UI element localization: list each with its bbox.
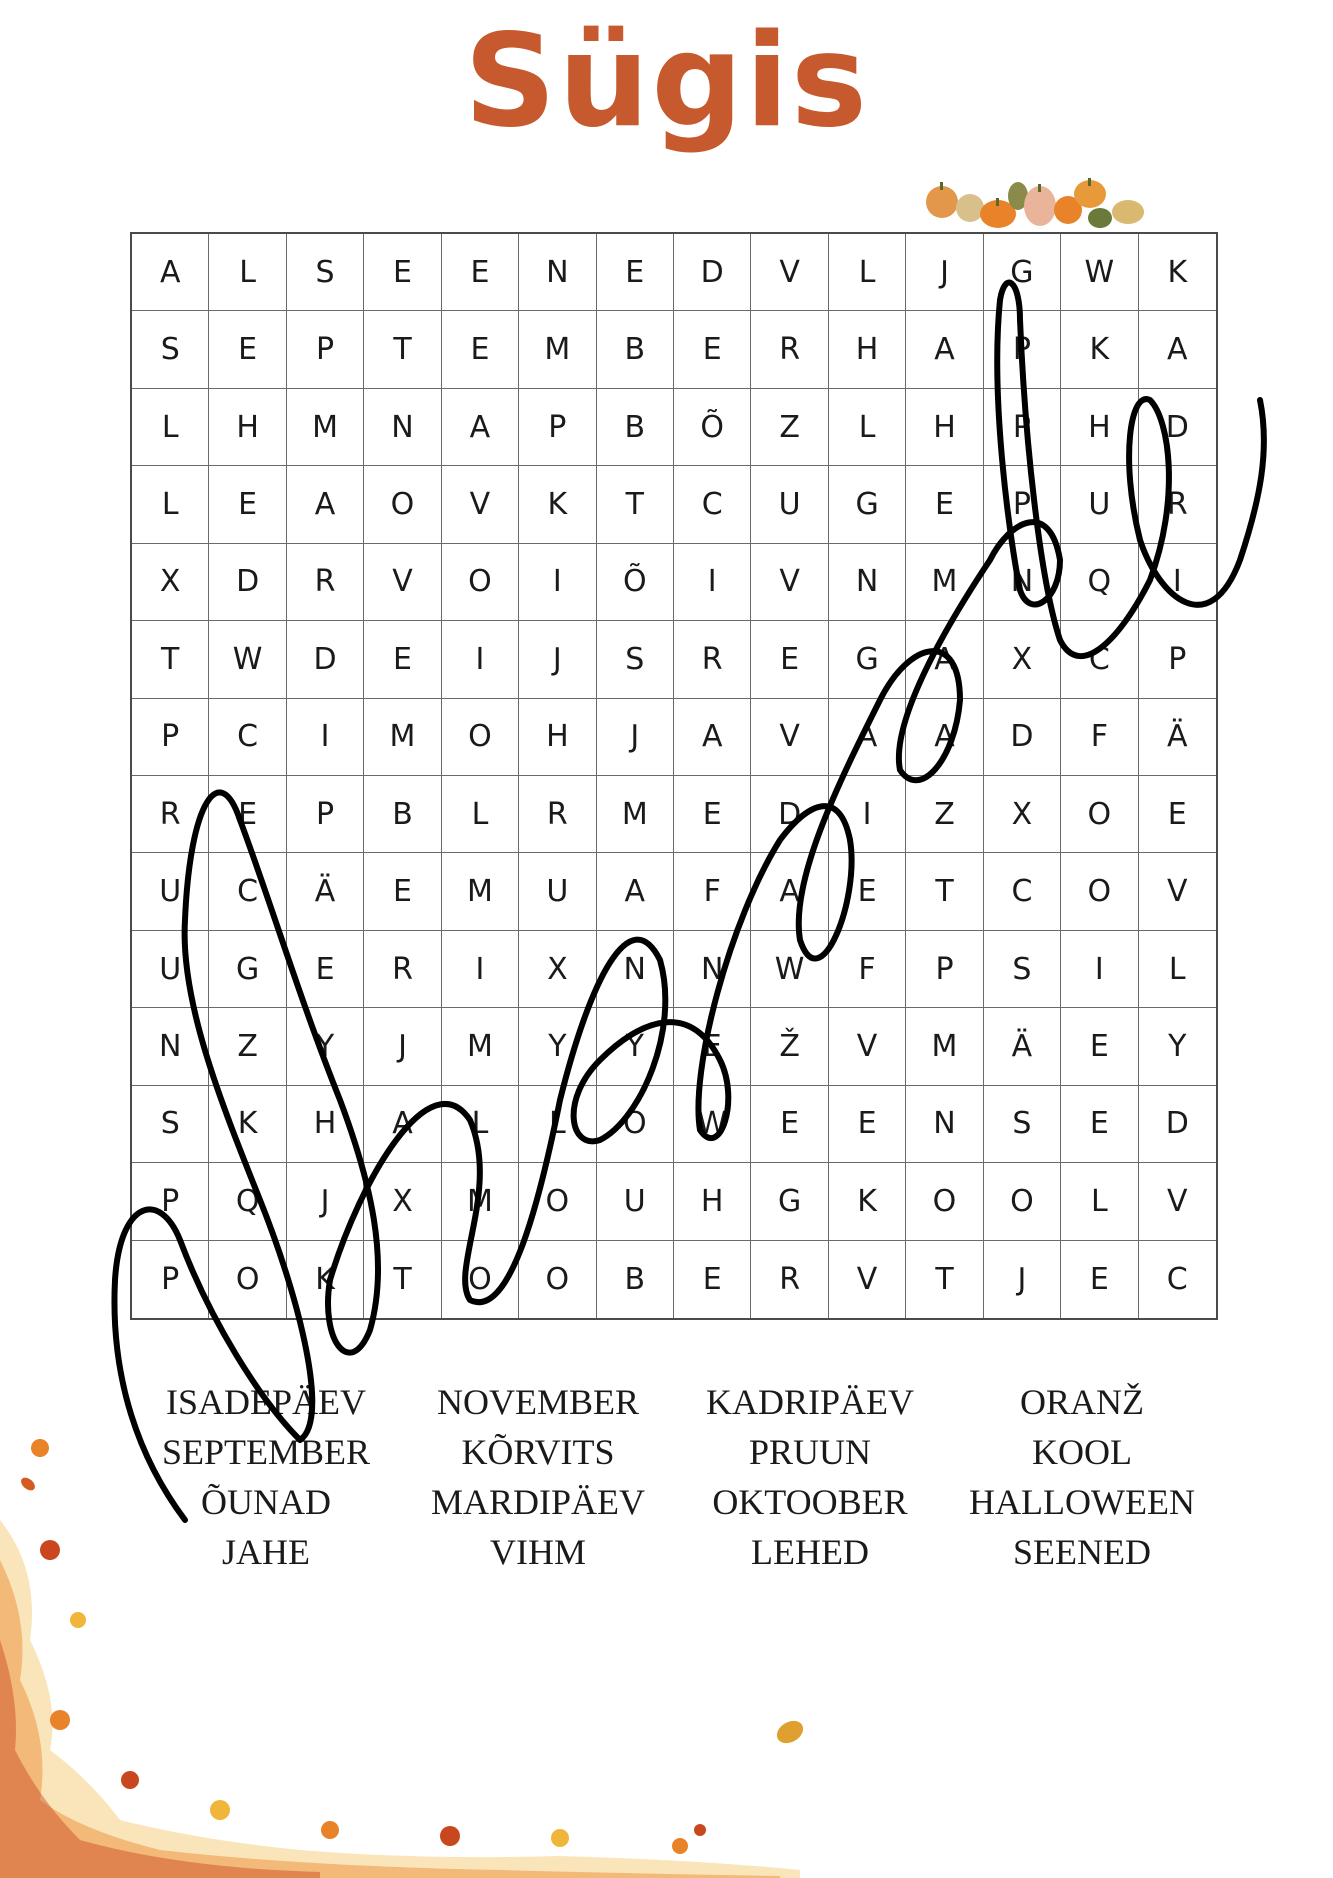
grid-cell[interactable]: G: [829, 621, 906, 698]
grid-cell[interactable]: N: [597, 931, 674, 1008]
grid-cell[interactable]: D: [1139, 389, 1216, 466]
grid-cell[interactable]: P: [287, 311, 364, 388]
grid-cell[interactable]: E: [364, 621, 441, 698]
grid-cell[interactable]: E: [751, 1086, 828, 1163]
grid-cell[interactable]: L: [132, 466, 209, 543]
grid-cell[interactable]: X: [984, 621, 1061, 698]
word-list-item: ÕUNAD: [201, 1482, 331, 1522]
grid-cell[interactable]: B: [597, 1241, 674, 1318]
grid-cell[interactable]: Ä: [1139, 699, 1216, 776]
grid-cell[interactable]: J: [364, 1008, 441, 1085]
grid-cell[interactable]: T: [364, 311, 441, 388]
grid-cell[interactable]: P: [1139, 621, 1216, 698]
grid-cell[interactable]: E: [674, 776, 751, 853]
grid-cell[interactable]: L: [442, 776, 519, 853]
grid-cell[interactable]: F: [1061, 699, 1138, 776]
grid-cell[interactable]: H: [906, 389, 983, 466]
grid-cell[interactable]: P: [132, 699, 209, 776]
grid-cell[interactable]: R: [1139, 466, 1216, 543]
word-list-item: KOOL: [1032, 1432, 1132, 1472]
word-list-item: VIHM: [490, 1532, 586, 1572]
word-search-grid[interactable]: [130, 232, 1218, 1320]
word-list-item: KÕRVITS: [461, 1432, 615, 1472]
grid-cell[interactable]: O: [1061, 776, 1138, 853]
grid-cell[interactable]: D: [209, 544, 286, 621]
grid-cell[interactable]: R: [287, 544, 364, 621]
grid-cell[interactable]: L: [209, 234, 286, 311]
grid-cell[interactable]: Ä: [287, 853, 364, 930]
grid-cell[interactable]: U: [597, 1163, 674, 1240]
page-title: Sügis: [464, 7, 869, 156]
word-list-item: ISADEPÄEV: [165, 1382, 366, 1422]
word-list-item: KADRIPÄEV: [705, 1382, 914, 1422]
grid-cell[interactable]: O: [597, 1086, 674, 1163]
grid-cell[interactable]: F: [674, 853, 751, 930]
grid-cell[interactable]: I: [829, 776, 906, 853]
grid-cell[interactable]: B: [364, 776, 441, 853]
grid-cell[interactable]: Ž: [751, 1008, 828, 1085]
grid-cell[interactable]: U: [519, 853, 596, 930]
grid-cell[interactable]: H: [674, 1163, 751, 1240]
grid-cell[interactable]: A: [906, 621, 983, 698]
grid-cell[interactable]: M: [442, 1008, 519, 1085]
grid-cell[interactable]: E: [906, 466, 983, 543]
grid-cell[interactable]: P: [132, 1241, 209, 1318]
grid-cell[interactable]: L: [132, 389, 209, 466]
grid-cell[interactable]: I: [1061, 931, 1138, 1008]
grid-cell[interactable]: P: [984, 389, 1061, 466]
grid-cell[interactable]: Q: [209, 1163, 286, 1240]
grid-cell[interactable]: E: [287, 931, 364, 1008]
grid-cell[interactable]: T: [906, 853, 983, 930]
grid-cell[interactable]: B: [597, 389, 674, 466]
grid-cell[interactable]: C: [209, 699, 286, 776]
autumn-leaves-illustration: [0, 1420, 820, 1878]
word-list-item: SEENED: [1013, 1532, 1151, 1572]
grid-cell[interactable]: S: [132, 311, 209, 388]
grid-cell[interactable]: P: [287, 776, 364, 853]
grid-cell[interactable]: E: [597, 234, 674, 311]
grid-cell[interactable]: I: [519, 544, 596, 621]
grid-cell[interactable]: U: [1061, 466, 1138, 543]
word-list-item: LEHED: [751, 1532, 869, 1572]
grid-cell[interactable]: A: [287, 466, 364, 543]
grid-cell[interactable]: A: [906, 699, 983, 776]
grid-cell[interactable]: G: [751, 1163, 828, 1240]
grid-cell[interactable]: K: [287, 1241, 364, 1318]
grid-cell[interactable]: E: [1061, 1086, 1138, 1163]
grid-cell[interactable]: O: [442, 544, 519, 621]
grid-cell[interactable]: R: [674, 621, 751, 698]
grid-cell[interactable]: S: [984, 1086, 1061, 1163]
grid-cell[interactable]: O: [364, 466, 441, 543]
grid-cell[interactable]: Õ: [674, 389, 751, 466]
grid-cell[interactable]: V: [751, 234, 828, 311]
grid-cell[interactable]: M: [442, 853, 519, 930]
grid-cell[interactable]: I: [442, 931, 519, 1008]
grid-cell[interactable]: R: [132, 776, 209, 853]
word-list-item: JAHE: [222, 1532, 310, 1572]
grid-cell[interactable]: P: [519, 389, 596, 466]
grid-cell[interactable]: J: [984, 1241, 1061, 1318]
grid-cell[interactable]: T: [906, 1241, 983, 1318]
grid-cell[interactable]: R: [364, 931, 441, 1008]
grid-cell[interactable]: M: [906, 1008, 983, 1085]
grid-cell[interactable]: Z: [906, 776, 983, 853]
grid-cell[interactable]: N: [829, 544, 906, 621]
grid-cell[interactable]: V: [751, 699, 828, 776]
grid-cell[interactable]: A: [906, 311, 983, 388]
pumpkin-icon: [926, 178, 1144, 228]
grid-cell[interactable]: V: [829, 1008, 906, 1085]
grid-cell[interactable]: E: [1139, 776, 1216, 853]
grid-cell[interactable]: X: [364, 1163, 441, 1240]
grid-cell[interactable]: V: [364, 544, 441, 621]
grid-cell[interactable]: T: [364, 1241, 441, 1318]
grid-cell[interactable]: M: [364, 699, 441, 776]
grid-cell[interactable]: S: [984, 931, 1061, 1008]
grid-cell[interactable]: K: [209, 1086, 286, 1163]
grid-cell[interactable]: C: [1061, 621, 1138, 698]
grid-cell[interactable]: A: [1139, 311, 1216, 388]
grid-cell[interactable]: U: [132, 931, 209, 1008]
grid-cell[interactable]: D: [984, 699, 1061, 776]
grid-cell[interactable]: V: [751, 544, 828, 621]
grid-cell[interactable]: V: [1139, 1163, 1216, 1240]
grid-cell[interactable]: P: [132, 1163, 209, 1240]
grid-cell[interactable]: I: [674, 544, 751, 621]
grid-cell[interactable]: N: [906, 1086, 983, 1163]
grid-cell[interactable]: V: [1139, 853, 1216, 930]
grid-cell[interactable]: S: [287, 234, 364, 311]
grid-cell[interactable]: Y: [287, 1008, 364, 1085]
grid-cell[interactable]: F: [829, 931, 906, 1008]
grid-cell[interactable]: P: [984, 311, 1061, 388]
grid-cell[interactable]: O: [1061, 853, 1138, 930]
grid-cell[interactable]: M: [597, 776, 674, 853]
grid-cell[interactable]: T: [132, 621, 209, 698]
grid-cell[interactable]: H: [209, 389, 286, 466]
grid-cell[interactable]: D: [287, 621, 364, 698]
grid-cell[interactable]: N: [674, 931, 751, 1008]
grid-cell[interactable]: U: [751, 466, 828, 543]
grid-cell[interactable]: E: [364, 234, 441, 311]
grid-cell[interactable]: E: [442, 234, 519, 311]
grid-cell[interactable]: Z: [209, 1008, 286, 1085]
grid-cell[interactable]: Y: [519, 1008, 596, 1085]
grid-cell[interactable]: H: [829, 311, 906, 388]
grid-cell[interactable]: L: [829, 234, 906, 311]
grid-cell[interactable]: M: [287, 389, 364, 466]
grid-cell[interactable]: J: [597, 699, 674, 776]
grid-cell[interactable]: X: [984, 776, 1061, 853]
grid-cell[interactable]: L: [1061, 1163, 1138, 1240]
grid-cell[interactable]: K: [829, 1163, 906, 1240]
grid-cell[interactable]: C: [984, 853, 1061, 930]
grid-cell[interactable]: O: [442, 699, 519, 776]
grid-cell[interactable]: X: [519, 931, 596, 1008]
grid-cell[interactable]: Z: [751, 389, 828, 466]
grid-cell[interactable]: E: [442, 311, 519, 388]
grid-cell[interactable]: L: [442, 1086, 519, 1163]
pumpkins-illustration: [922, 160, 1162, 232]
grid-cell[interactable]: N: [519, 234, 596, 311]
grid-cell[interactable]: E: [829, 1086, 906, 1163]
grid-cell[interactable]: E: [209, 311, 286, 388]
grid-cell[interactable]: O: [519, 1163, 596, 1240]
grid-cell[interactable]: A: [597, 853, 674, 930]
word-list-item: ORANŽ: [1020, 1382, 1144, 1422]
grid-cell[interactable]: Y: [1139, 1008, 1216, 1085]
grid-cell[interactable]: E: [751, 621, 828, 698]
grid-cell[interactable]: A: [132, 234, 209, 311]
word-list-item: SEPTEMBER: [161, 1432, 371, 1472]
grid-cell[interactable]: A: [751, 853, 828, 930]
word-list-item: MARDIPÄEV: [430, 1482, 645, 1522]
word-list-item: PRUUN: [748, 1432, 872, 1472]
grid-cell[interactable]: G: [829, 466, 906, 543]
grid-cell[interactable]: E: [674, 311, 751, 388]
grid-cell[interactable]: L: [519, 1086, 596, 1163]
grid-cell[interactable]: V: [442, 466, 519, 543]
grid-cell[interactable]: L: [1139, 931, 1216, 1008]
grid-cell[interactable]: G: [209, 931, 286, 1008]
grid-cell[interactable]: E: [1061, 1008, 1138, 1085]
leaf-icon: [0, 1439, 807, 1878]
grid-cell[interactable]: O: [906, 1163, 983, 1240]
grid-cell[interactable]: C: [674, 466, 751, 543]
grid-cell[interactable]: E: [829, 853, 906, 930]
grid-cell[interactable]: U: [132, 853, 209, 930]
grid-cell[interactable]: S: [132, 1086, 209, 1163]
grid-cell[interactable]: A: [442, 389, 519, 466]
grid-cell[interactable]: E: [209, 776, 286, 853]
grid-cell[interactable]: O: [442, 1241, 519, 1318]
grid-cell[interactable]: M: [442, 1163, 519, 1240]
grid-cell[interactable]: J: [906, 234, 983, 311]
grid-cell[interactable]: J: [519, 621, 596, 698]
grid-cell[interactable]: R: [751, 1241, 828, 1318]
grid-cell[interactable]: W: [751, 931, 828, 1008]
grid-cell[interactable]: E: [674, 1008, 751, 1085]
grid-cell[interactable]: P: [906, 931, 983, 1008]
grid-cell[interactable]: H: [519, 699, 596, 776]
grid-cell[interactable]: B: [597, 311, 674, 388]
grid-cell[interactable]: W: [209, 621, 286, 698]
grid-cell[interactable]: R: [519, 776, 596, 853]
grid-cell[interactable]: D: [1139, 1086, 1216, 1163]
grid-cell[interactable]: I: [287, 699, 364, 776]
grid-cell[interactable]: K: [1061, 311, 1138, 388]
grid-cell[interactable]: E: [364, 853, 441, 930]
grid-cell[interactable]: E: [674, 1241, 751, 1318]
grid-cell[interactable]: A: [674, 699, 751, 776]
grid-cell[interactable]: Ä: [984, 1008, 1061, 1085]
grid-cell[interactable]: M: [519, 311, 596, 388]
grid-cell[interactable]: A: [364, 1086, 441, 1163]
grid-cell[interactable]: D: [751, 776, 828, 853]
grid-cell[interactable]: Õ: [597, 544, 674, 621]
grid-cell[interactable]: O: [519, 1241, 596, 1318]
grid-cell[interactable]: C: [209, 853, 286, 930]
grid-cell[interactable]: L: [829, 389, 906, 466]
grid-cell[interactable]: S: [597, 621, 674, 698]
grid-cell[interactable]: E: [1061, 1241, 1138, 1318]
grid-cell[interactable]: N: [132, 1008, 209, 1085]
grid-cell[interactable]: C: [1166, 1261, 1188, 1297]
grid-cell[interactable]: V: [829, 1241, 906, 1318]
grid-cell[interactable]: H: [1061, 389, 1138, 466]
word-list-item: NOVEMBER: [436, 1382, 639, 1422]
grid-cell[interactable]: W: [674, 1086, 751, 1163]
grid-cell[interactable]: O: [984, 1163, 1061, 1240]
grid-cell[interactable]: N: [364, 389, 441, 466]
grid-cell[interactable]: R: [751, 311, 828, 388]
grid-cell[interactable]: X: [132, 544, 209, 621]
grid-cell[interactable]: W: [1061, 234, 1138, 311]
grid-cell[interactable]: H: [287, 1086, 364, 1163]
word-list-item: OKTOOBER: [712, 1482, 908, 1522]
grid-cell[interactable]: K: [519, 466, 596, 543]
grid-cell[interactable]: D: [674, 234, 751, 311]
grid-cell[interactable]: I: [1139, 544, 1216, 621]
grid-cell[interactable]: K: [1139, 234, 1216, 311]
grid-cell[interactable]: P: [984, 466, 1061, 543]
grid-cell[interactable]: A: [829, 699, 906, 776]
grid-cell[interactable]: J: [287, 1163, 364, 1240]
grid-cell[interactable]: E: [209, 466, 286, 543]
grid-cell[interactable]: I: [442, 621, 519, 698]
grid-cell[interactable]: N: [984, 544, 1061, 621]
grid-cell[interactable]: M: [906, 544, 983, 621]
word-list-item: HALLOWEEN: [969, 1482, 1195, 1522]
grid-cell[interactable]: G: [984, 234, 1061, 311]
grid-cell[interactable]: O: [209, 1241, 286, 1318]
grid-cell[interactable]: Q: [1061, 544, 1138, 621]
grid-cell[interactable]: T: [597, 466, 674, 543]
grid-cell[interactable]: Y: [597, 1008, 674, 1085]
